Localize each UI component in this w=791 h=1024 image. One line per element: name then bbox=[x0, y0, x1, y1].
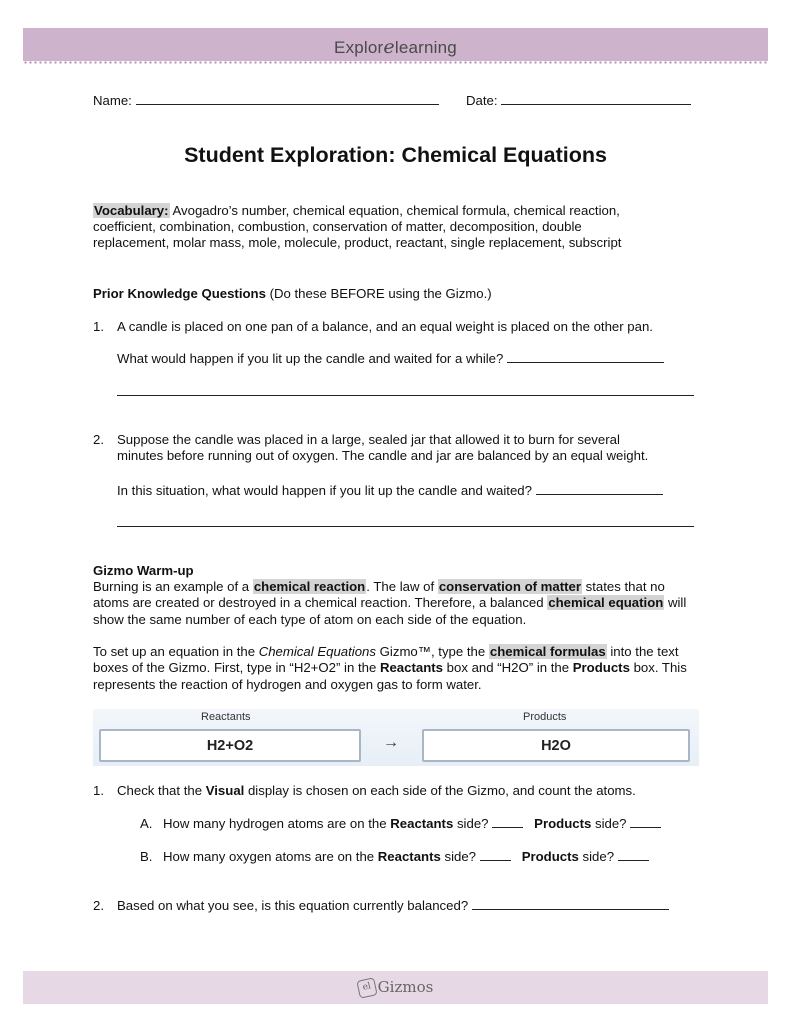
name-field[interactable] bbox=[136, 93, 439, 105]
prior-q1-prompt: What would happen if you lit up the candle and waited for a while? bbox=[117, 351, 504, 366]
qb-side-q: side? bbox=[440, 849, 480, 864]
name-row bbox=[93, 93, 439, 109]
page-title: Student Exploration: Chemical Equations bbox=[184, 143, 607, 167]
qa-side-q: side? bbox=[453, 816, 493, 831]
prior-q2-num: 2. bbox=[93, 432, 104, 447]
date-row bbox=[466, 93, 691, 109]
reactants-input[interactable]: H2+O2 bbox=[99, 729, 361, 762]
qb-row bbox=[163, 849, 649, 865]
vocabulary-label: Vocabulary: bbox=[94, 203, 169, 218]
brand-right: learning bbox=[394, 38, 457, 57]
qb-num: B. bbox=[140, 849, 153, 864]
prior-q1-answer-line-2[interactable] bbox=[117, 384, 694, 396]
reactants-label: Reactants bbox=[201, 711, 251, 723]
brand-script: e bbox=[383, 36, 395, 58]
term-chemical-equation: chemical equation bbox=[548, 595, 664, 611]
prior-q2-answer-field[interactable] bbox=[536, 483, 663, 495]
vocabulary-line-2: coefficient, combination, combustion, conservation of matter, decomposition, double bbox=[93, 219, 582, 234]
qb-reactants: Reactants bbox=[377, 849, 441, 864]
warmup-p2-b: Gizmo™, type the bbox=[376, 644, 489, 659]
qa-text: How many hydrogen atoms are on the bbox=[163, 816, 391, 831]
prior-heading: Prior Knowledge Questions bbox=[93, 286, 266, 301]
term-chemical-reaction: chemical reaction bbox=[253, 579, 366, 594]
warmup-p2-products: Products bbox=[572, 660, 630, 676]
q2-text: Based on what you see, is this equation currently balanced? bbox=[117, 898, 469, 913]
qb-products: Products bbox=[521, 849, 579, 864]
qa-side: side? bbox=[591, 816, 631, 831]
qa-products-field[interactable] bbox=[630, 816, 661, 828]
qa-products: Products bbox=[534, 816, 592, 831]
vocabulary-line-3: replacement, molar mass, mole, molecule, product, reactant, single replacement, subscript bbox=[93, 235, 622, 250]
qa-reactants: Reactants bbox=[390, 816, 454, 831]
prior-q2-line-1: Suppose the candle was placed in a large, sealed jar that allowed it to burn for several bbox=[117, 432, 620, 447]
q2-answer-field[interactable] bbox=[472, 898, 669, 910]
vocabulary-line-1 bbox=[93, 203, 620, 219]
warmup-p2-gizmo-name: Chemical Equations bbox=[258, 644, 376, 659]
brand-left: Explor bbox=[334, 38, 384, 57]
header-dotted-border bbox=[23, 61, 768, 64]
q1-num: 1. bbox=[93, 783, 104, 798]
prior-q1-prompt-row bbox=[117, 351, 664, 367]
gizmos-logo-icon: el bbox=[356, 977, 377, 998]
prior-q2-answer-line-row bbox=[117, 515, 694, 531]
warmup-heading: Gizmo Warm-up bbox=[93, 563, 194, 578]
date-label: Date: bbox=[466, 93, 498, 108]
qa-row bbox=[163, 816, 661, 832]
prior-note: (Do these BEFORE using the Gizmo.) bbox=[269, 286, 492, 301]
warmup-p2-d: box and “H2O” in the bbox=[443, 660, 573, 676]
gizmo-equation-panel bbox=[93, 709, 699, 766]
warmup-p1-b: . The law of bbox=[366, 579, 438, 594]
reaction-arrow-icon: → bbox=[383, 734, 399, 751]
warmup-paragraph-1 bbox=[93, 579, 703, 628]
prior-knowledge-heading bbox=[93, 286, 492, 302]
warmup-p2-a: To set up an equation in the bbox=[93, 644, 259, 659]
prior-q1-text: A candle is placed on one pan of a balance, and an equal weight is placed on the other pan. bbox=[117, 319, 653, 334]
q1-text bbox=[117, 783, 636, 799]
qb-reactants-field[interactable] bbox=[480, 849, 511, 861]
prior-q2-prompt-row bbox=[117, 483, 663, 499]
warmup-p2-c: into the text boxes of the Gizmo. First, type in “H2+O2” in the bbox=[93, 644, 679, 676]
qb-products-field[interactable] bbox=[618, 849, 649, 861]
date-field[interactable] bbox=[501, 93, 691, 105]
qa-reactants-field[interactable] bbox=[492, 816, 523, 828]
warmup-p1-d: will show the same number of each type of atom on each side of the equation. bbox=[93, 595, 687, 627]
prior-q2-line-2: minutes before running out of oxygen. The candle and jar are balanced by an equal weight. bbox=[117, 448, 649, 463]
qb-side: side? bbox=[578, 849, 618, 864]
products-input[interactable]: H2O bbox=[422, 729, 690, 762]
gizmos-logo-text: Gizmos bbox=[377, 978, 434, 996]
prior-q1-num: 1. bbox=[93, 319, 104, 334]
qa-num: A. bbox=[140, 816, 153, 831]
term-chemical-formulas: chemical formulas bbox=[489, 644, 606, 659]
prior-q2-prompt: In this situation, what would happen if you lit up the candle and waited? bbox=[117, 483, 532, 498]
qb-text: How many oxygen atoms are on the bbox=[163, 849, 378, 864]
explorelearning-logo bbox=[0, 36, 791, 58]
term-conservation-of-matter: conservation of matter bbox=[438, 579, 581, 594]
products-label: Products bbox=[523, 711, 567, 723]
warmup-paragraph-2 bbox=[93, 644, 703, 693]
q1-a: Check that the bbox=[117, 783, 206, 798]
warmup-p2-e: box. This represents the reaction of hydrogen and oxygen gas to form water. bbox=[93, 660, 687, 692]
prior-q1-answer-line-row bbox=[117, 384, 694, 400]
warmup-p2-reactants: Reactants bbox=[379, 660, 443, 676]
gizmos-logo bbox=[0, 978, 791, 997]
q1-c: display is chosen on each side of the Gizmo, and count the atoms. bbox=[244, 783, 636, 798]
q2-row bbox=[117, 898, 669, 914]
q2-num: 2. bbox=[93, 898, 104, 913]
name-label: Name: bbox=[93, 93, 132, 108]
q1-visual: Visual bbox=[205, 783, 245, 798]
vocabulary-text-1: Avogadro’s number, chemical equation, chemical formula, chemical reaction, bbox=[172, 203, 620, 218]
warmup-p1-a: Burning is an example of a bbox=[93, 579, 253, 594]
warmup-p1-c: states that no atoms are created or destroyed in a chemical reaction. Therefore, a balanced bbox=[93, 579, 665, 611]
prior-q2-answer-line-2[interactable] bbox=[117, 515, 694, 527]
prior-q1-answer-field[interactable] bbox=[507, 351, 664, 363]
